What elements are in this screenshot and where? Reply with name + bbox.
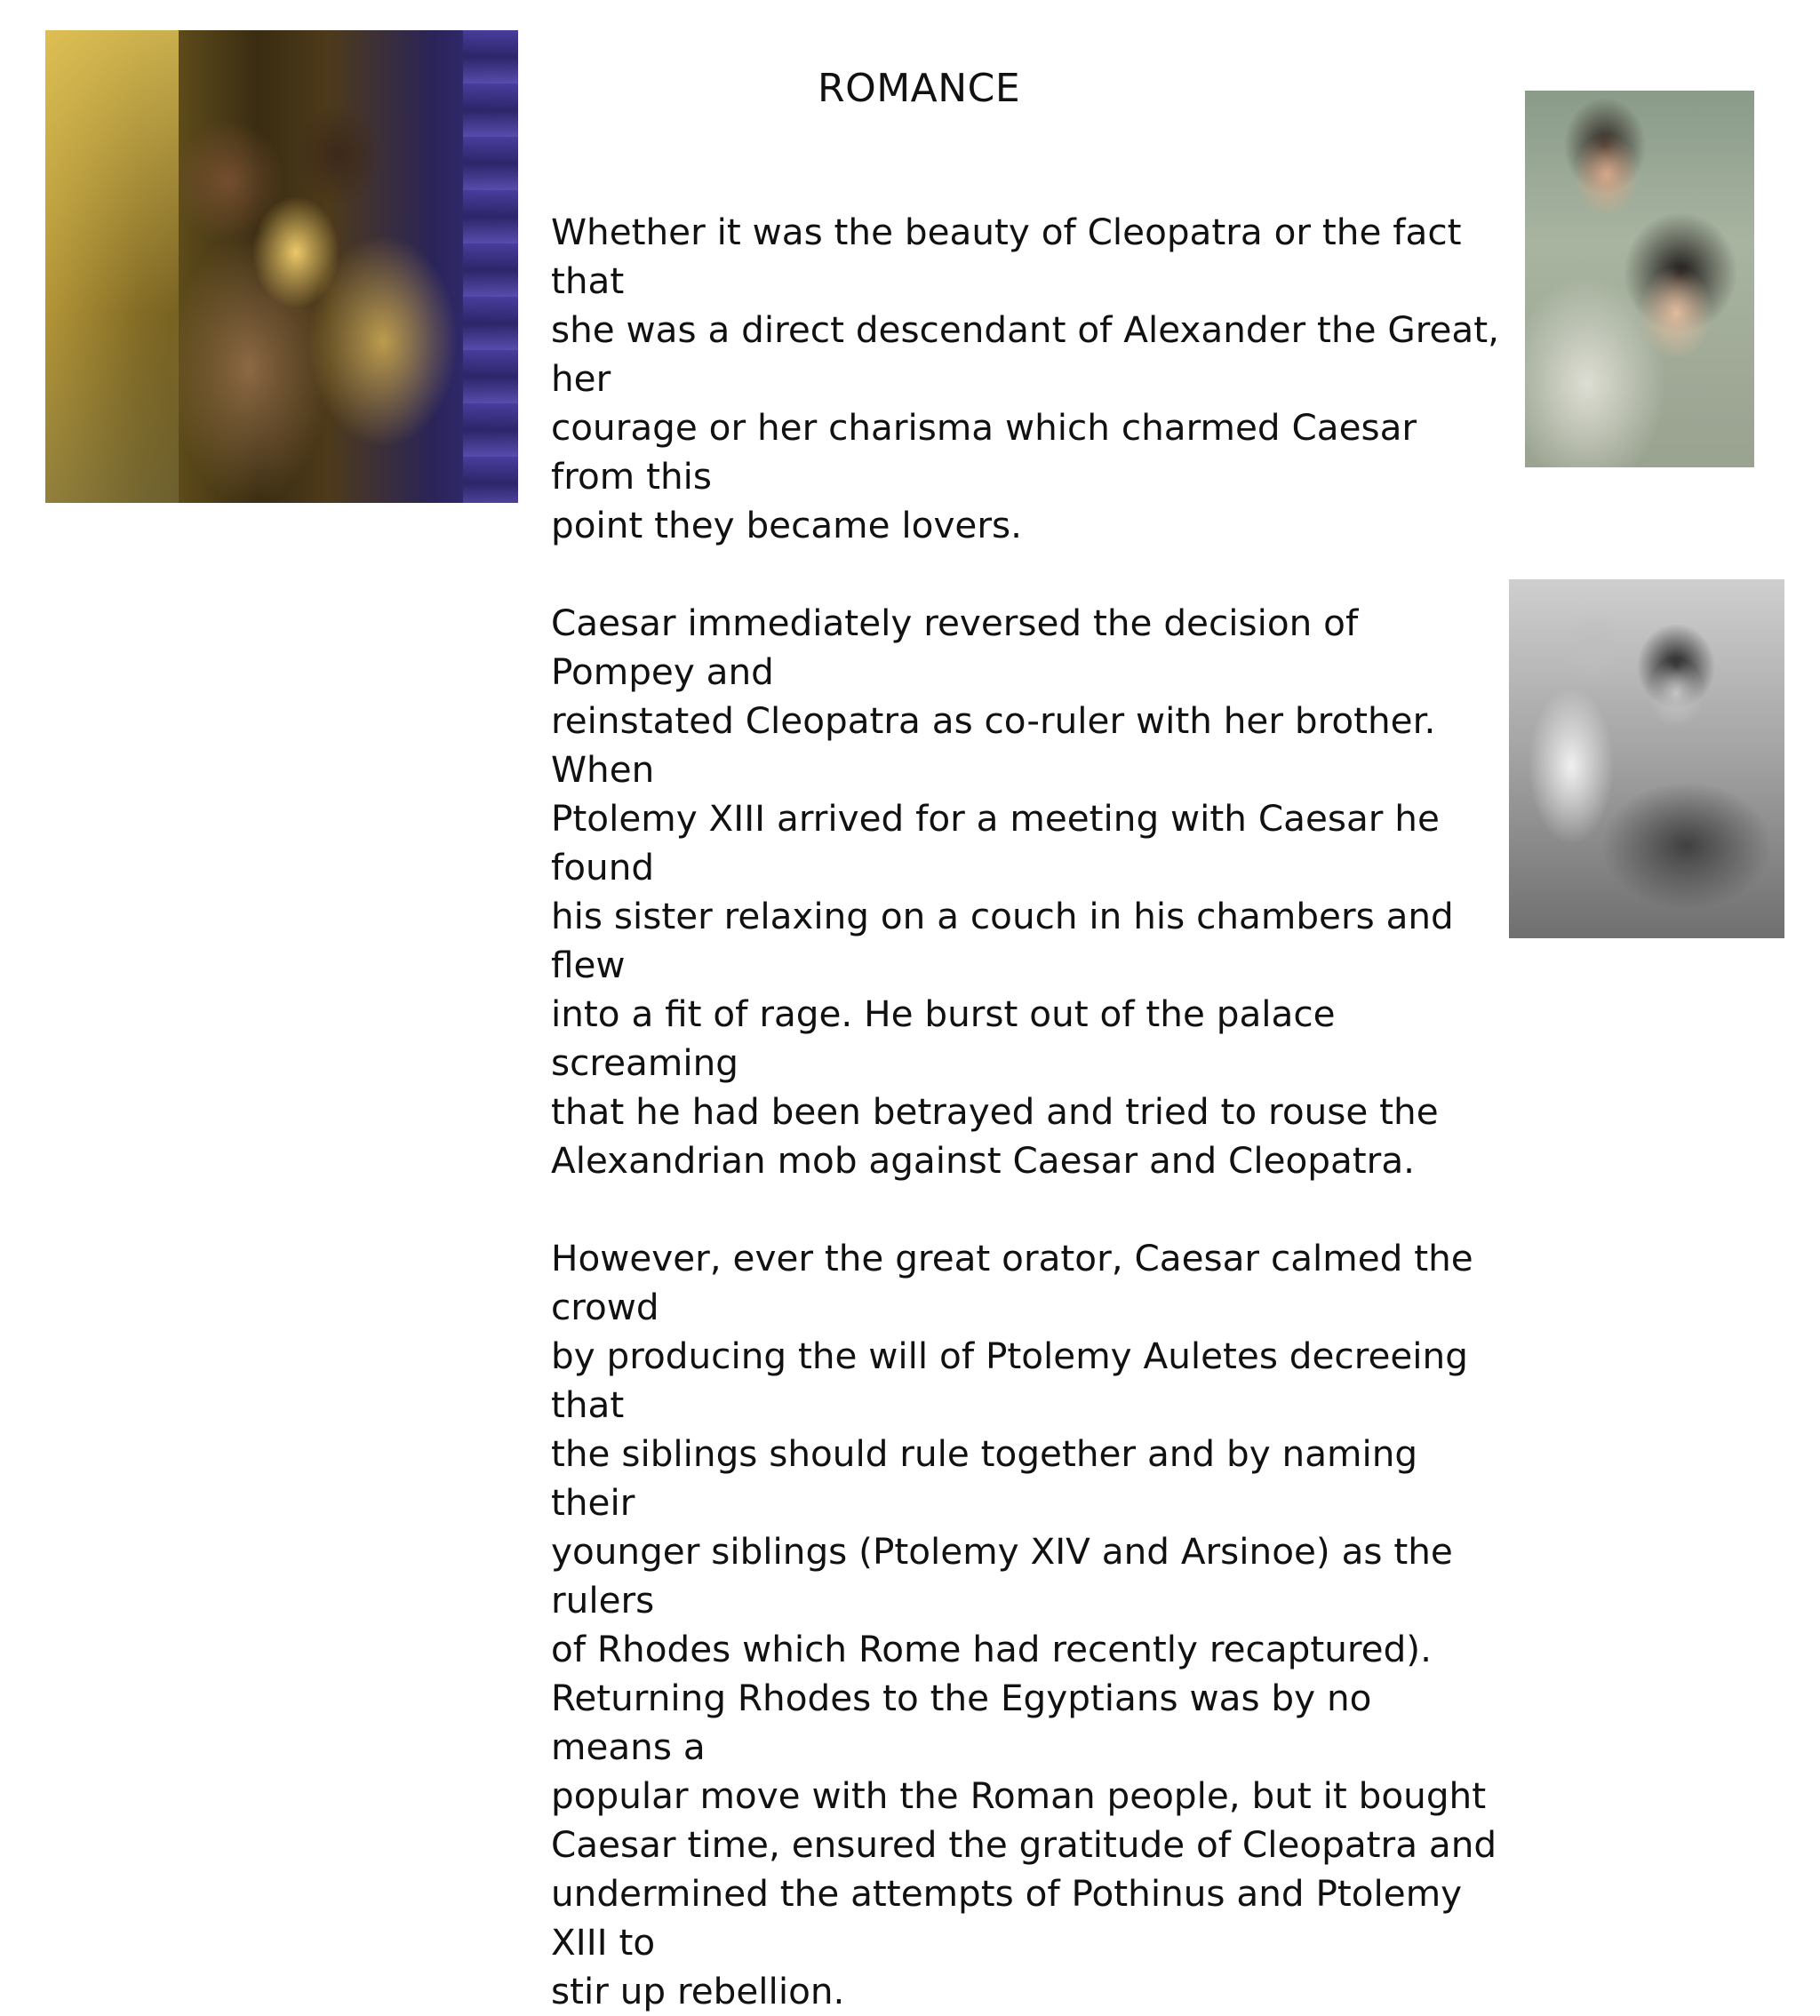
- photo-cleopatra-couch-scene: [1509, 579, 1784, 938]
- paragraph-3: However, ever the great orator, Caesar calmed the crowd by producing the will of Ptolemy Auletes decreeing that the siblings should rule together and by naming their younger siblings (Ptolemy XIV and Arsinoe) as the rulers of Rhodes which Rome had recently recaptured). Returning Rhodes to the Egyptians was by no means a popular move with the Roman people, but it bought Caesar time, ensured the gratitude of Cleopatra and undermined the attempts of Pothinus and Ptolemy XIII to stir up rebellion.: [551, 1237, 1497, 2012]
- slide-body: [551, 208, 1502, 2016]
- photo-couple-portrait: [1525, 91, 1754, 467]
- paragraph-2: Caesar immediately reversed the decision of Pompey and reinstated Cleopatra as co-ruler with her brother. When Ptolemy XIII arrived for a meeting with Caesar he found his sister relaxing on a couch in his chambers and flew into a fit of rage. He burst out of the palace screaming that he had been betrayed and tried to rouse the Alexandrian mob against Caesar and Cleopatra.: [551, 602, 1454, 1182]
- photo-background-column: [463, 30, 518, 503]
- slide-title: ROMANCE: [818, 66, 1021, 111]
- paragraph-1: Whether it was the beauty of Cleopatra or the fact that she was a direct descendant of Alexander the Great, her courage or her charisma which charmed Caesar from this point they became lovers.: [551, 211, 1500, 546]
- photo-cleopatra-caesar-embrace: [45, 30, 518, 503]
- photo-light-glow: [45, 30, 179, 503]
